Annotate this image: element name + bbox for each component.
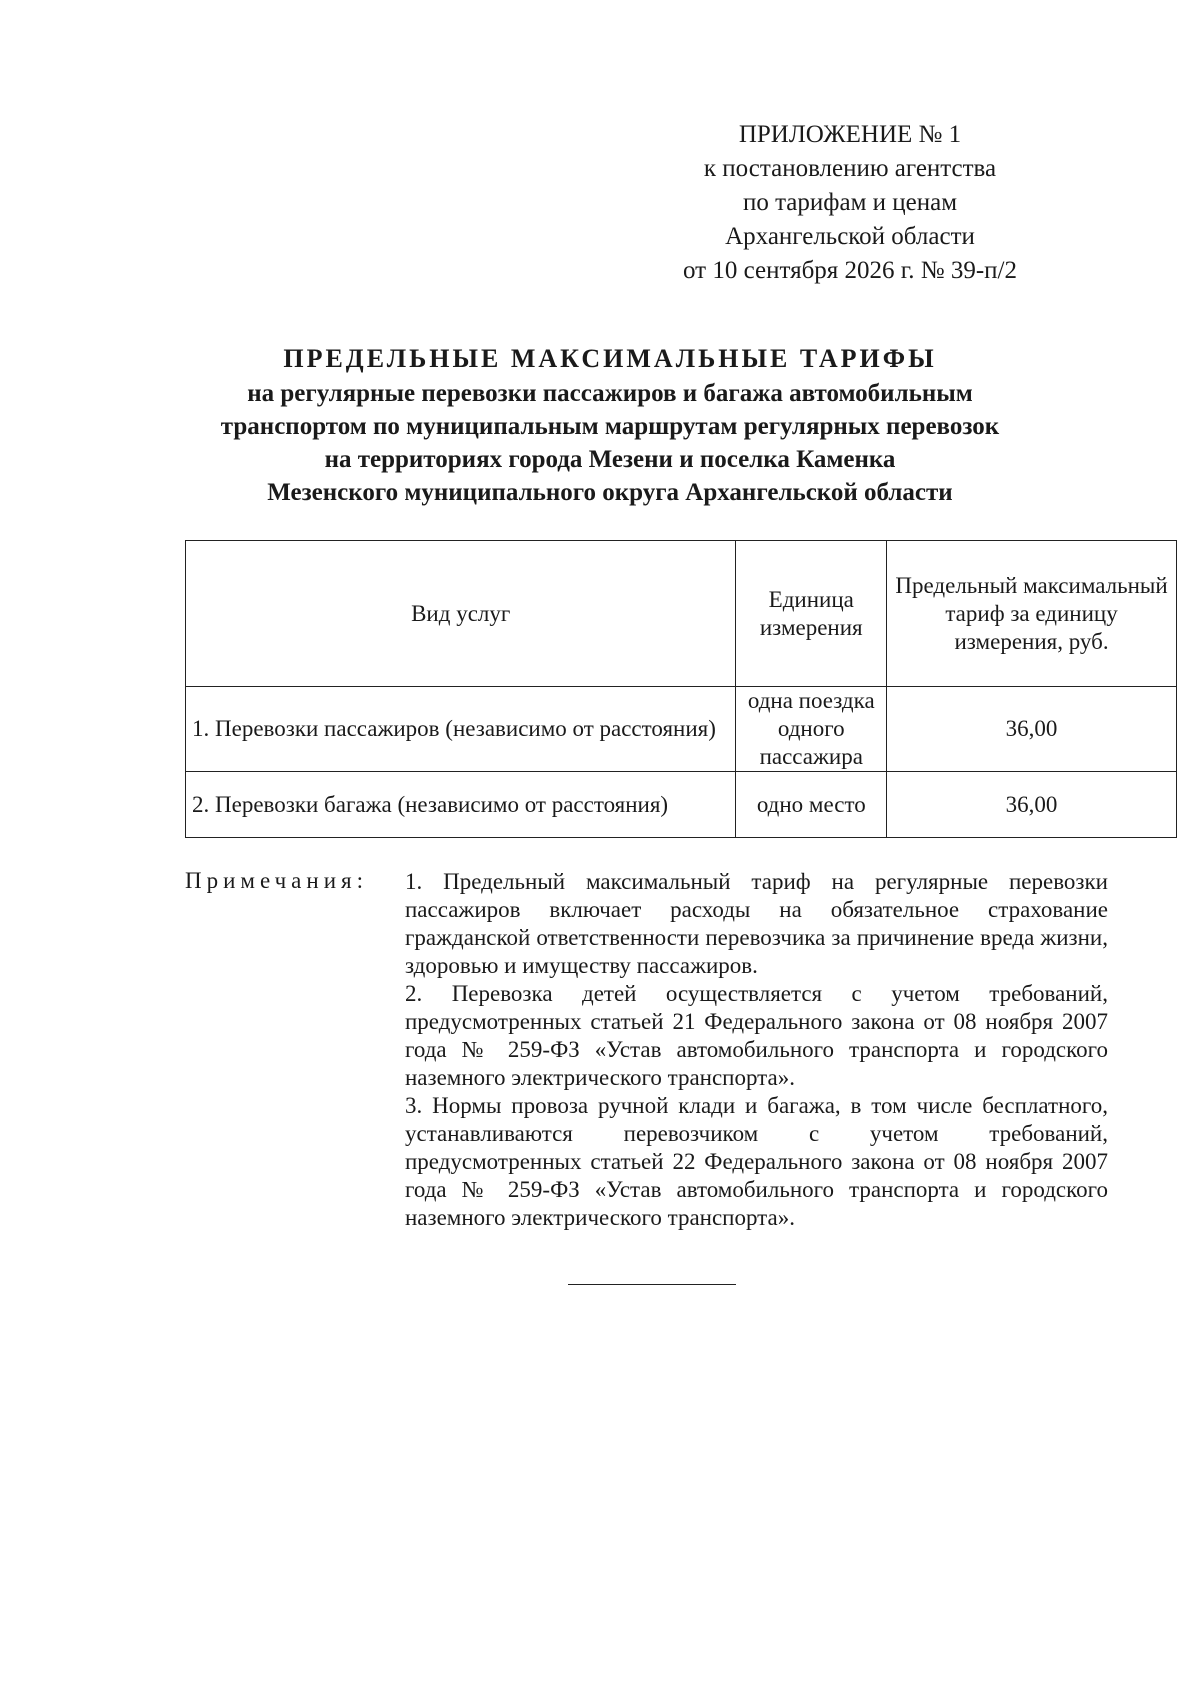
header-unit: Единица измерения xyxy=(736,541,887,687)
notes-list xyxy=(405,868,1108,1232)
tariff-table xyxy=(185,540,1177,838)
header-service: Вид услуг xyxy=(186,541,736,687)
cell-unit: одно место xyxy=(736,772,887,838)
annex-number: ПРИЛОЖЕНИЕ № 1 xyxy=(738,121,962,148)
cell-unit: одна поездка одного пассажира xyxy=(736,687,887,772)
title-line: транспортом по муниципальным маршрутам регулярных перевозок xyxy=(220,413,1000,440)
document-title xyxy=(120,342,1100,509)
header-tariff: Предельный максимальный тариф за единицу измерения, руб. xyxy=(887,541,1177,687)
title-main: ПРЕДЕЛЬНЫЕ МАКСИМАЛЬНЫЕ ТАРИФЫ xyxy=(283,344,937,373)
note-item: 1. Предельный максимальный тариф на регулярные перевозки пассажиров включает расходы на обязательное страхование гражданской ответственности перевозчика за причинение вреда жизни, здоровью и имуществу пассажиров. xyxy=(405,869,1108,978)
table-row xyxy=(186,772,1177,838)
title-line: на регулярные перевозки пассажиров и багажа автомобильным xyxy=(247,380,973,407)
annex-date-number: от 10 сентября 2026 г. № 39-п/2 xyxy=(683,257,1017,284)
notes-label: Примечания: xyxy=(185,868,368,893)
cell-service: 1. Перевозки пассажиров (независимо от расстояния) xyxy=(186,687,736,772)
title-line: на территориях города Мезени и поселка Каменка xyxy=(324,446,896,473)
table-header-row xyxy=(186,541,1177,687)
annex-ref-line: по тарифам и ценам xyxy=(742,189,958,216)
end-divider xyxy=(568,1284,736,1285)
annex-ref-line: Архангельской области xyxy=(725,223,975,250)
table-row xyxy=(186,687,1177,772)
note-item: 3. Нормы провоза ручной клади и багажа, в том числе бесплатного, устанавливаются перевозчиком с учетом требований, предусмотренных статьей 22 Федерального закона от 08 ноября 2007 года № 259-ФЗ «Устав автомобильного транспорта и городского наземного электрического транспорта». xyxy=(405,1093,1108,1230)
title-line: Мезенского муниципального округа Архангельской области xyxy=(267,479,953,506)
cell-tariff: 36,00 xyxy=(887,772,1177,838)
note-item: 2. Перевозка детей осуществляется с учетом требований, предусмотренных статьей 21 Федерального закона от 08 ноября 2007 года № 259-ФЗ «Устав автомобильного транспорта и городского наземного электрического транспорта». xyxy=(405,981,1108,1090)
cell-service: 2. Перевозки багажа (независимо от расстояния) xyxy=(186,772,736,838)
annex-ref-line: к постановлению агентства xyxy=(703,155,997,182)
cell-tariff: 36,00 xyxy=(887,687,1177,772)
annex-header xyxy=(640,118,1060,288)
